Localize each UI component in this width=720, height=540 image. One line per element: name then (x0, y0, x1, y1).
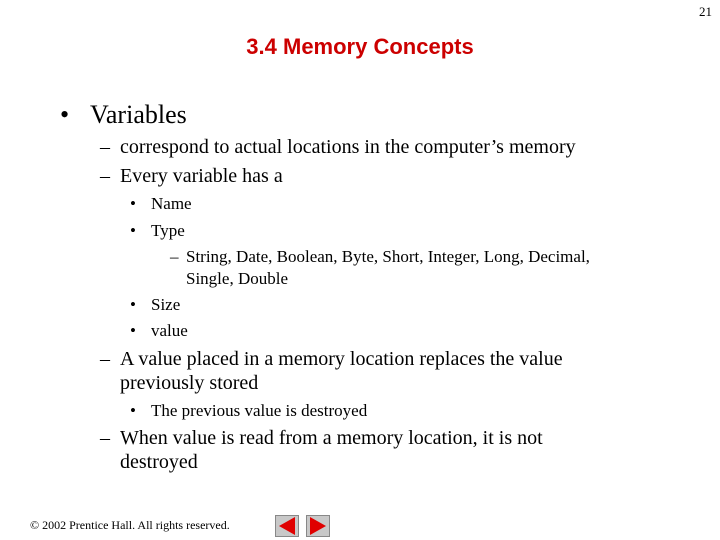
bullet-marker: • (130, 194, 136, 213)
attribute-text: Type (151, 221, 185, 240)
copyright-footer: © 2002 Prentice Hall. All rights reserved. (30, 518, 230, 532)
slide-number: 21 (699, 4, 712, 19)
dash-marker: – (100, 348, 110, 370)
bullet-marker: • (130, 295, 136, 314)
type-detail-text: String, Date, Boolean, Byte, Short, Integer, Long, Decimal, (186, 247, 590, 266)
bullet-marker: • (130, 221, 136, 240)
dash-marker: – (170, 247, 179, 266)
sub-bullet-text: Every variable has a (120, 165, 283, 187)
type-detail-text: Single, Double (186, 269, 288, 288)
attribute-text: value (151, 321, 188, 340)
left-arrow-icon (276, 516, 298, 536)
bullet-text: Variables (90, 100, 187, 129)
sub-bullet-text: destroyed (120, 451, 198, 473)
attribute-text: Name (151, 194, 192, 213)
prev-slide-button[interactable] (275, 515, 299, 537)
detail-text: The previous value is destroyed (151, 401, 368, 420)
sub-bullet-text: A value placed in a memory location replaces the value (120, 348, 563, 370)
bullet-marker: • (130, 401, 136, 420)
dash-marker: – (100, 136, 110, 158)
sub-bullet-text: previously stored (120, 372, 259, 394)
dash-marker: – (100, 427, 110, 449)
attribute-text: Size (151, 295, 181, 314)
sub-bullet-text: When value is read from a memory location, it is not (120, 427, 543, 449)
right-arrow-icon (307, 516, 329, 536)
sub-bullet-text: correspond to actual locations in the computer’s memory (120, 136, 576, 158)
bullet-marker: • (130, 321, 136, 340)
dash-marker: – (100, 165, 110, 187)
slide-title: 3.4 Memory Concepts (246, 34, 474, 59)
bullet-marker: • (60, 100, 70, 129)
next-slide-button[interactable] (306, 515, 330, 537)
